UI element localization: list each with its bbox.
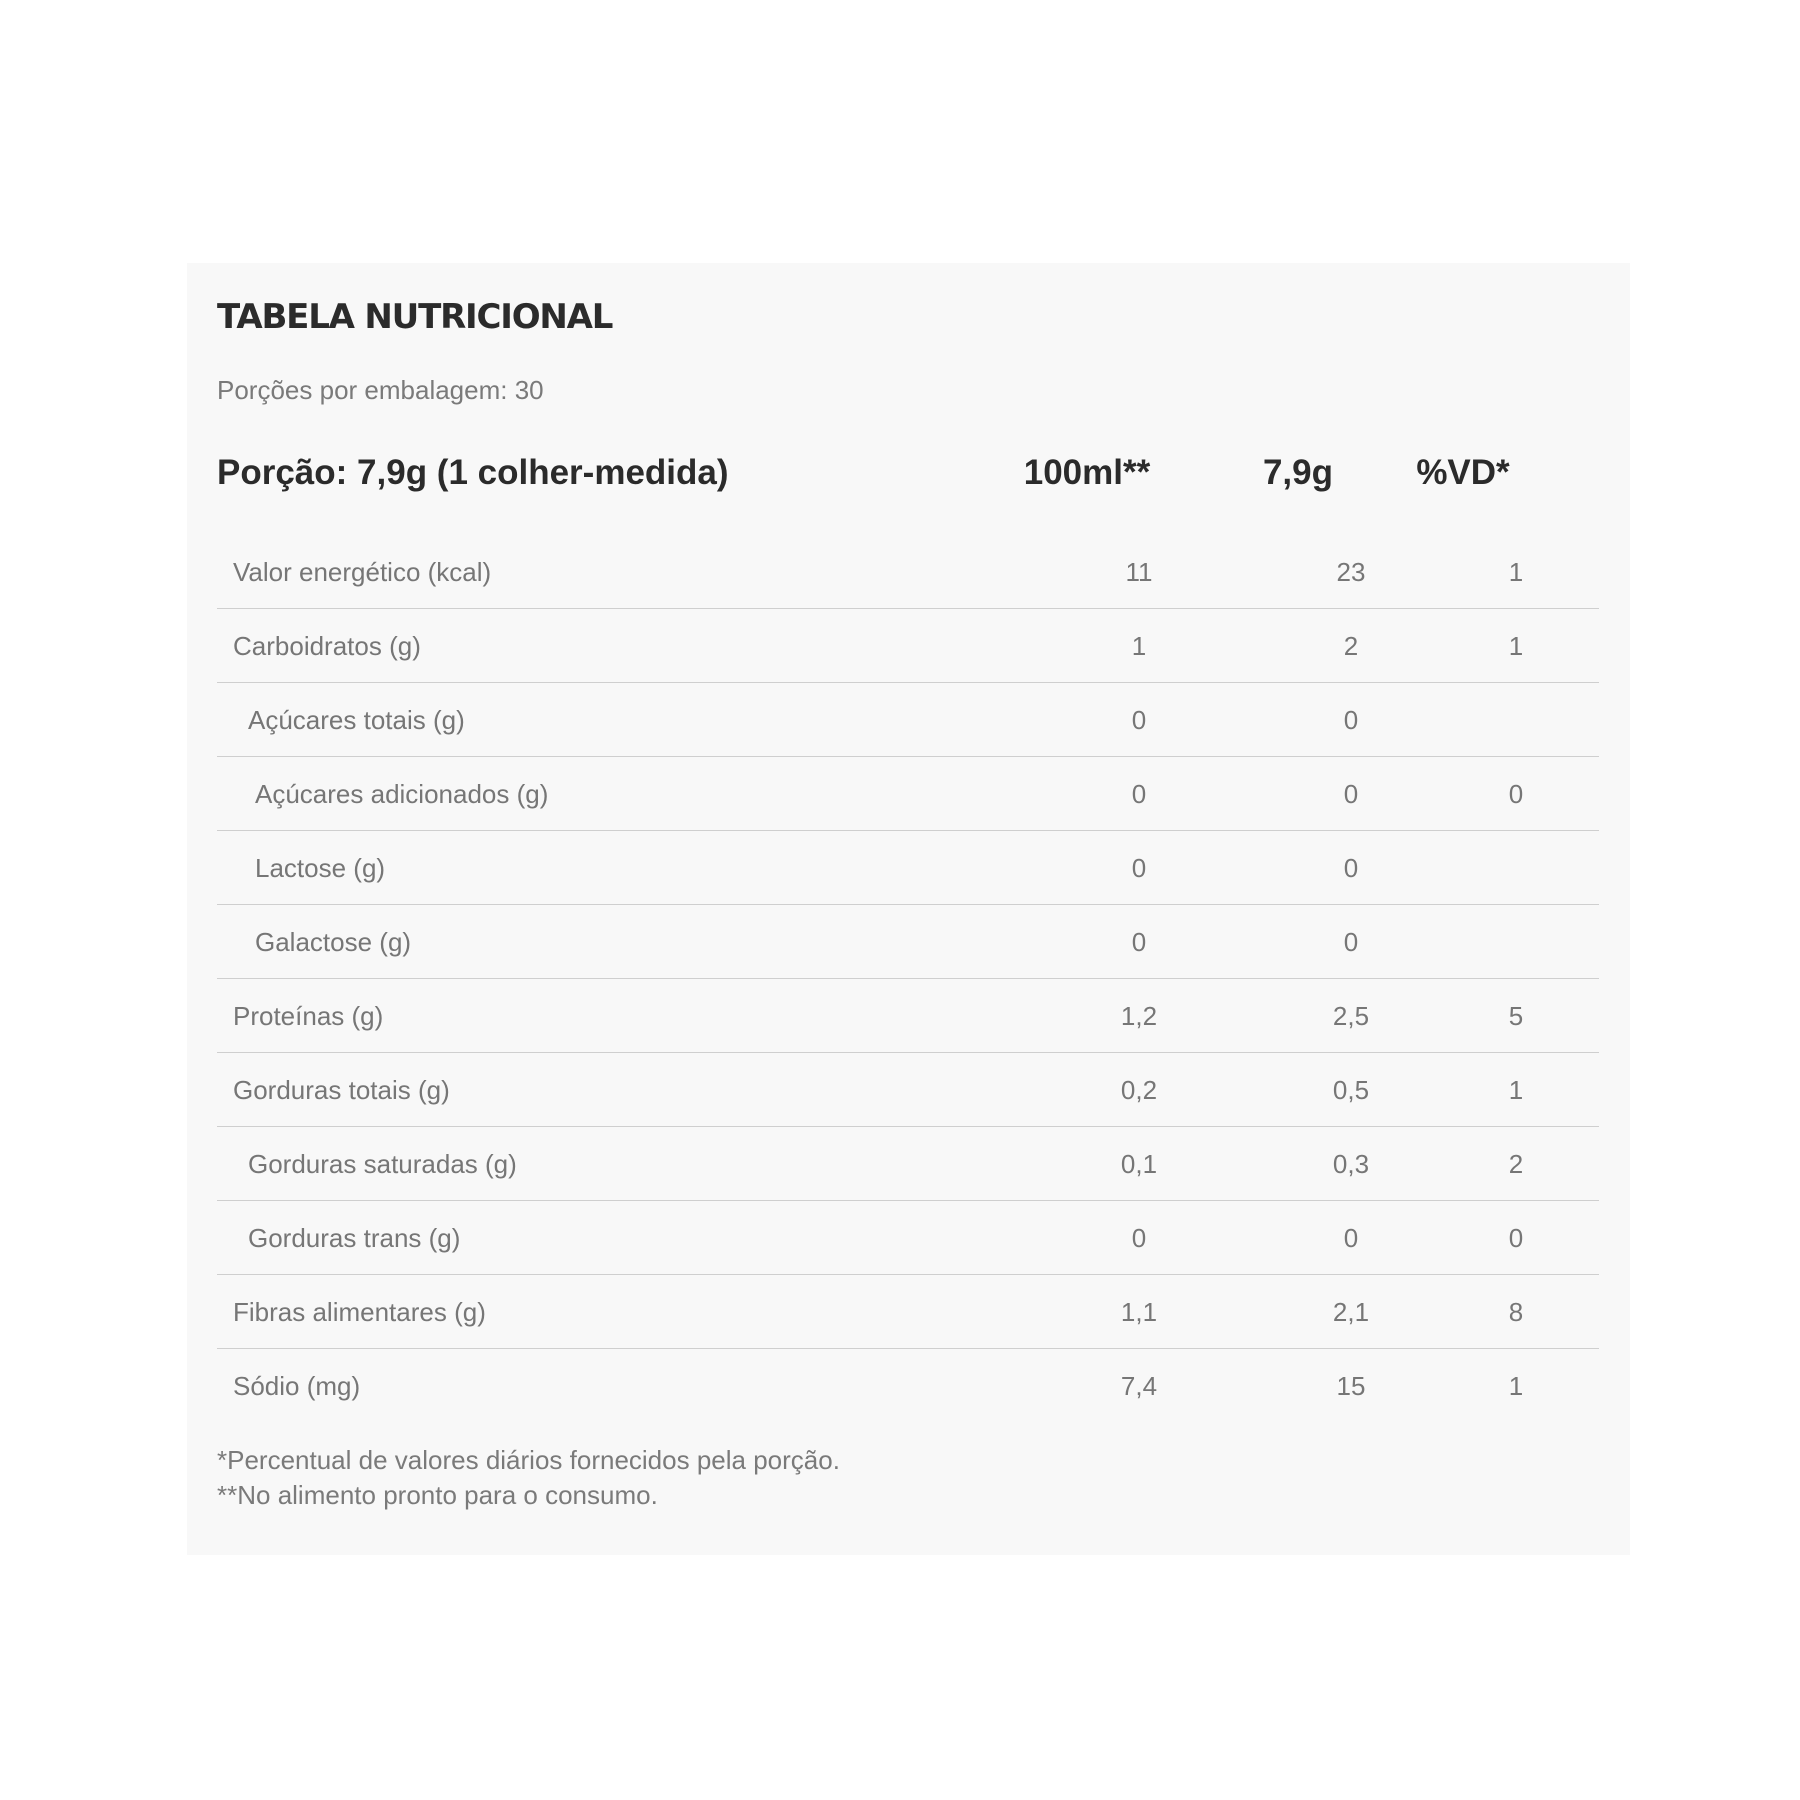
table-row xyxy=(217,1275,1599,1349)
value-daily: 5 xyxy=(1508,1001,1524,1031)
value-100ml: 0 xyxy=(1131,853,1147,883)
table-row xyxy=(217,1053,1599,1127)
table-row xyxy=(217,683,1599,757)
nutrient-name: Lactose (g) xyxy=(255,853,386,883)
nutrient-name: Gorduras totais (g) xyxy=(233,1075,450,1105)
footnote-ready-to-consume: **No alimento pronto para o consumo. xyxy=(217,1480,658,1510)
column-header-portion: 7,9g xyxy=(1262,453,1334,492)
value-portion: 0 xyxy=(1343,705,1359,735)
nutrient-name: Galactose (g) xyxy=(255,927,412,957)
table-row xyxy=(217,831,1599,905)
table-row xyxy=(217,905,1599,979)
table-row xyxy=(217,979,1599,1053)
nutrient-name: Sódio (mg) xyxy=(233,1371,361,1401)
table-row xyxy=(217,609,1599,683)
nutrient-name: Açúcares totais (g) xyxy=(248,705,465,735)
value-portion: 0 xyxy=(1343,1223,1359,1253)
value-portion: 2,1 xyxy=(1332,1297,1370,1327)
value-100ml: 0,1 xyxy=(1120,1149,1158,1179)
value-portion: 0,5 xyxy=(1332,1075,1370,1105)
value-100ml: 1 xyxy=(1131,631,1147,661)
value-daily: 2 xyxy=(1508,1149,1524,1179)
nutrient-rows xyxy=(217,535,1599,1422)
nutrient-name: Fibras alimentares (g) xyxy=(233,1297,486,1327)
nutrient-name: Gorduras saturadas (g) xyxy=(248,1149,517,1179)
value-100ml: 1,2 xyxy=(1120,1001,1158,1031)
table-row xyxy=(217,1349,1599,1422)
value-portion: 23 xyxy=(1336,557,1366,587)
nutrient-name: Proteínas (g) xyxy=(233,1001,384,1031)
table-row xyxy=(217,535,1599,609)
value-100ml: 0 xyxy=(1131,779,1147,809)
value-portion: 15 xyxy=(1336,1371,1366,1401)
table-row xyxy=(217,1127,1599,1201)
footnotes xyxy=(217,1443,840,1513)
value-portion: 0,3 xyxy=(1332,1149,1370,1179)
table-header xyxy=(217,453,1599,513)
value-daily: 1 xyxy=(1508,1075,1524,1105)
nutrition-table-card xyxy=(187,263,1630,1555)
value-100ml: 0,2 xyxy=(1120,1075,1158,1105)
value-portion: 0 xyxy=(1343,927,1359,957)
nutrient-name: Gorduras trans (g) xyxy=(248,1223,461,1253)
nutrient-name: Açúcares adicionados (g) xyxy=(255,779,549,809)
value-100ml: 1,1 xyxy=(1120,1297,1158,1327)
value-portion: 2,5 xyxy=(1332,1001,1370,1031)
value-portion: 0 xyxy=(1343,853,1359,883)
table-row xyxy=(217,1201,1599,1275)
value-portion: 2 xyxy=(1343,631,1359,661)
value-daily: 0 xyxy=(1508,1223,1524,1253)
value-100ml: 0 xyxy=(1131,1223,1147,1253)
column-header-100ml: 100ml** xyxy=(1023,453,1151,492)
value-100ml: 7,4 xyxy=(1120,1371,1158,1401)
value-100ml: 0 xyxy=(1131,927,1147,957)
value-daily: 1 xyxy=(1508,1371,1524,1401)
value-100ml: 0 xyxy=(1131,705,1147,735)
portion-header: Porção: 7,9g (1 colher-medida) xyxy=(217,453,729,492)
value-daily: 0 xyxy=(1508,779,1524,809)
footnote-daily-value: *Percentual de valores diários fornecidos pela porção. xyxy=(217,1445,840,1475)
nutrient-name: Carboidratos (g) xyxy=(233,631,421,661)
column-header-daily-value: %VD* xyxy=(1416,453,1510,492)
nutrient-name: Valor energético (kcal) xyxy=(233,557,492,587)
table-title: TABELA NUTRICIONAL xyxy=(217,297,613,337)
value-portion: 0 xyxy=(1343,779,1359,809)
servings-per-package: Porções por embalagem: 30 xyxy=(217,375,544,405)
value-daily: 1 xyxy=(1508,631,1524,661)
value-daily: 1 xyxy=(1508,557,1524,587)
value-100ml: 11 xyxy=(1125,557,1153,587)
value-daily: 8 xyxy=(1508,1297,1524,1327)
table-row xyxy=(217,757,1599,831)
